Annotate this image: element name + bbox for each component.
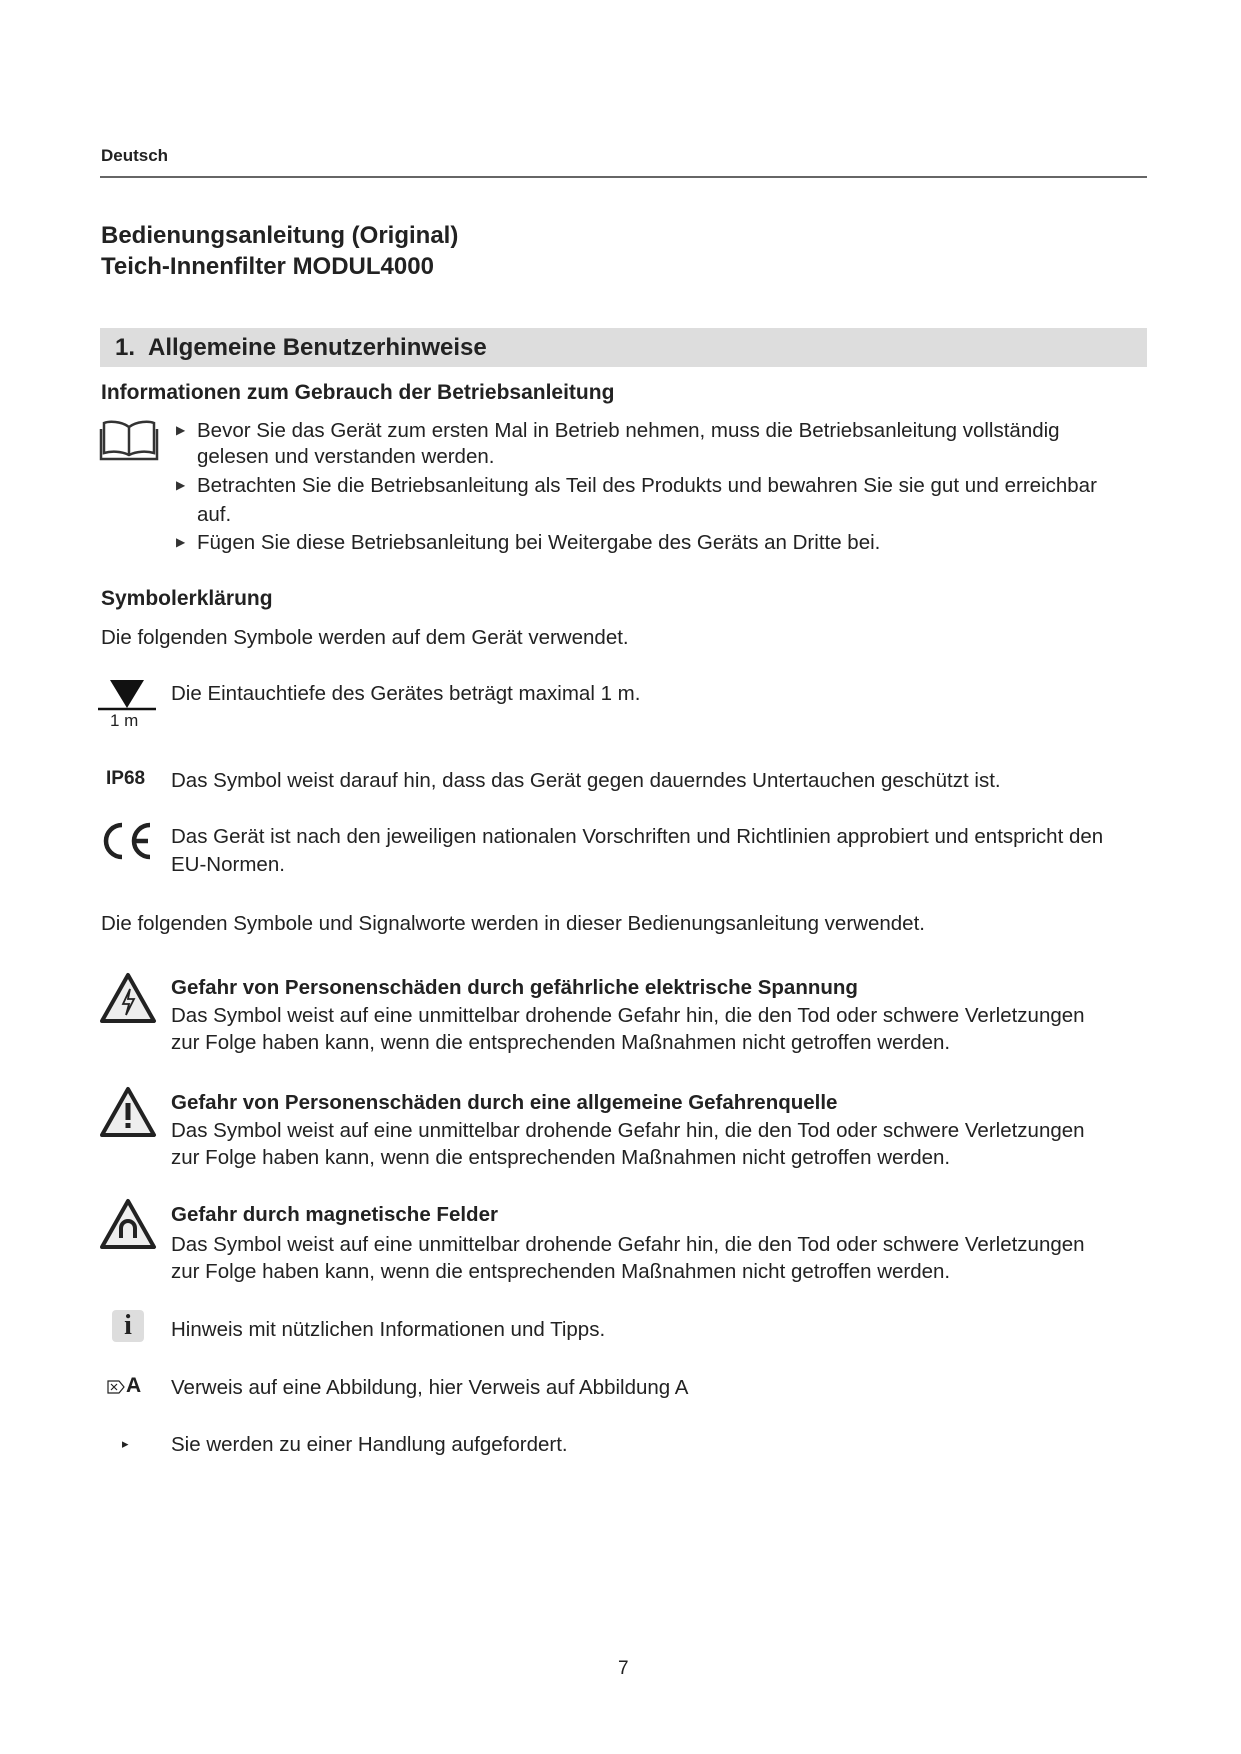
info-description: Hinweis mit nützlichen Informationen und Tipps. xyxy=(171,1318,606,1341)
figure-reference-label: A xyxy=(126,1374,142,1397)
ce-description-line1: Das Gerät ist nach den jeweiligen nationalen Vorschriften und Richtlinien approbiert und entspricht den xyxy=(171,825,1104,848)
action-description: Sie werden zu einer Handlung aufgefordert. xyxy=(171,1433,568,1456)
bullet-icon: ▶ xyxy=(176,423,186,437)
ip68-label: IP68 xyxy=(106,768,146,789)
warning-1-text-line1: Das Symbol weist auf eine unmittelbar drohende Gefahr hin, die den Tod oder schwere Verletzungen xyxy=(171,1004,1085,1027)
usage-bullet-2-line1: Betrachten Sie die Betriebsanleitung als Teil des Produkts und bewahren Sie sie gut und erreichbar xyxy=(197,474,1097,497)
usage-bullet-1-line2: gelesen und verstanden werden. xyxy=(197,445,495,468)
warning-2-text-line2: zur Folge haben kann, wenn die entsprechenden Maßnahmen nicht getroffen werden. xyxy=(171,1146,951,1169)
usage-heading: Informationen zum Gebrauch der Betriebsanleitung xyxy=(101,381,615,404)
document-title: Bedienungsanleitung (Original) xyxy=(101,222,459,249)
depth-icon-label: 1 m xyxy=(110,711,139,730)
warning-2-text-line1: Das Symbol weist auf eine unmittelbar drohende Gefahr hin, die den Tod oder schwere Verletzungen xyxy=(171,1119,1085,1142)
depth-description: Die Eintauchtiefe des Gerätes beträgt maximal 1 m. xyxy=(171,682,641,705)
warning-1-title: Gefahr von Personenschäden durch gefährliche elektrische Spannung xyxy=(171,976,858,999)
ip68-description: Das Symbol weist darauf hin, dass das Gerät gegen dauerndes Untertauchen geschützt ist. xyxy=(171,769,1001,792)
figure-reference-description: Verweis auf eine Abbildung, hier Verweis auf Abbildung A xyxy=(171,1376,689,1399)
magnetic-hazard-icon xyxy=(99,1198,157,1250)
action-arrow-icon: ▸ xyxy=(122,1436,129,1451)
header-divider xyxy=(100,176,1147,178)
warning-3-text-line2: zur Folge haben kann, wenn die entsprechenden Maßnahmen nicht getroffen werden. xyxy=(171,1260,951,1283)
usage-bullet-1-line1: Bevor Sie das Gerät zum ersten Mal in Betrieb nehmen, muss die Betriebsanleitung vollständig xyxy=(197,419,1060,442)
usage-bullet-3: Fügen Sie diese Betriebsanleitung bei Weitergabe des Geräts an Dritte bei. xyxy=(197,531,881,554)
symbols-heading: Symbolerklärung xyxy=(101,587,273,610)
bullet-icon: ▶ xyxy=(176,478,186,492)
ce-mark-icon xyxy=(100,822,154,860)
figure-reference-icon xyxy=(107,1380,125,1394)
page-number: 7 xyxy=(618,1658,629,1679)
header-language: Deutsch xyxy=(101,146,169,165)
warning-2-title: Gefahr von Personenschäden durch eine allgemeine Gefahrenquelle xyxy=(171,1091,838,1114)
book-icon xyxy=(99,419,159,461)
electric-hazard-icon xyxy=(99,972,157,1024)
warning-3-title: Gefahr durch magnetische Felder xyxy=(171,1203,498,1226)
symbols-intro: Die folgenden Symbole werden auf dem Gerät verwendet. xyxy=(101,626,629,649)
bullet-icon: ▶ xyxy=(176,535,186,549)
warning-1-text-line2: zur Folge haben kann, wenn die entsprechenden Maßnahmen nicht getroffen werden. xyxy=(171,1031,951,1054)
section-number: 1. xyxy=(115,334,136,361)
info-icon: i xyxy=(112,1310,144,1342)
symbols-intro-2: Die folgenden Symbole und Signalworte werden in dieser Bedienungsanleitung verwendet. xyxy=(101,912,925,935)
section-title: Allgemeine Benutzerhinweise xyxy=(148,334,487,361)
product-title: Teich-Innenfilter MODUL4000 xyxy=(101,253,434,280)
usage-bullet-2-line2: auf. xyxy=(197,503,232,526)
ce-description-line2: EU-Normen. xyxy=(171,853,285,876)
general-hazard-icon xyxy=(99,1086,157,1138)
warning-3-text-line1: Das Symbol weist auf eine unmittelbar drohende Gefahr hin, die den Tod oder schwere Verletzungen xyxy=(171,1233,1085,1256)
